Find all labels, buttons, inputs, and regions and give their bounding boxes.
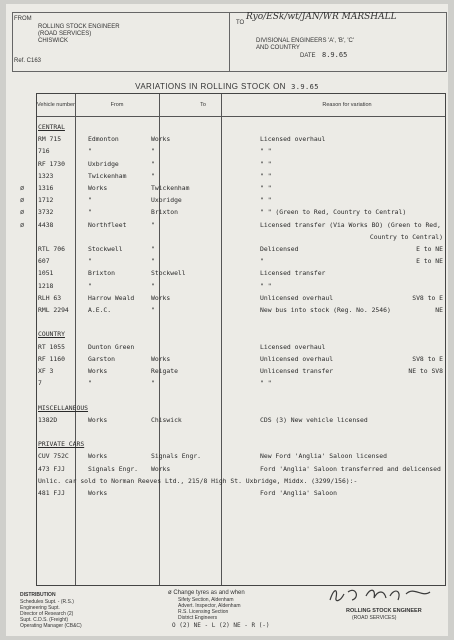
vehicle-number: CUV 752C bbox=[38, 452, 69, 461]
from-cell: Works bbox=[88, 367, 108, 375]
tyre-change-mark: ø bbox=[20, 184, 25, 192]
from-cell: " bbox=[88, 281, 92, 290]
vehicle-number: RM 715 bbox=[38, 135, 62, 144]
to-cell: " bbox=[151, 220, 155, 229]
col-header-to: To bbox=[200, 102, 206, 108]
document-page bbox=[6, 4, 448, 636]
distribution-line-4: Supt. C.D.S. (Freight) bbox=[20, 617, 69, 623]
reason-cell: Unlicensed overhaul bbox=[260, 354, 334, 363]
reason-cell: " " bbox=[260, 281, 272, 290]
table-row bbox=[36, 145, 446, 157]
from-cell: " bbox=[88, 379, 92, 388]
route-change: E to NE bbox=[416, 245, 443, 253]
reason-cell: Ford 'Anglia' Saloon transferred and delicensed bbox=[260, 464, 441, 473]
from-cell: " bbox=[88, 257, 92, 266]
from-box bbox=[12, 12, 230, 72]
table-row bbox=[36, 280, 446, 292]
section-heading: CENTRAL bbox=[38, 123, 65, 131]
table-row bbox=[36, 365, 446, 377]
to-line-2: AND COUNTRY bbox=[256, 45, 300, 51]
reason-cell: CDS (3) New vehicle licensed bbox=[260, 415, 368, 424]
reason-cell: Delicensed bbox=[260, 245, 299, 253]
to-cell: " bbox=[151, 171, 155, 180]
from-cell: Works bbox=[88, 452, 108, 461]
route-change: NE bbox=[435, 306, 443, 314]
distribution-line-1: Schedules Supt. - (R.S.) bbox=[20, 599, 74, 605]
reason-cell: " " bbox=[260, 147, 272, 156]
table-row bbox=[36, 292, 446, 304]
vehicle-number: 1382D bbox=[38, 415, 58, 424]
ref-label: Ref. C163 bbox=[14, 58, 42, 64]
table-row bbox=[36, 475, 446, 487]
table-row bbox=[36, 463, 446, 475]
from-cell: Works bbox=[88, 415, 108, 424]
vehicle-number: 1323 bbox=[38, 171, 54, 180]
from-cell: Edmonton bbox=[88, 135, 119, 144]
reason-cell: Licensed overhaul bbox=[260, 135, 326, 144]
from-cell: " bbox=[88, 147, 92, 156]
table-row bbox=[36, 170, 446, 182]
to-cell: " bbox=[151, 147, 155, 156]
from-cell: Twickenham bbox=[88, 171, 127, 180]
table-row bbox=[36, 487, 446, 499]
from-cell: Dunton Green bbox=[88, 342, 135, 351]
from-cell: Harrow Weald bbox=[88, 293, 135, 302]
reason-cell: Licensed transfer bbox=[260, 269, 326, 278]
date-label: DATE bbox=[300, 53, 316, 59]
reason-cell: " " bbox=[260, 379, 272, 388]
distribution-line-3: Director of Research (2) bbox=[20, 611, 74, 617]
to-cell: Works bbox=[151, 354, 171, 363]
date-value: 8.9.65 bbox=[322, 51, 348, 59]
tyre-change-mark: ø bbox=[20, 208, 25, 217]
vehicle-number: RF 1160 bbox=[38, 354, 65, 363]
vehicle-number: 1051 bbox=[38, 269, 54, 278]
page-title: VARIATIONS IN ROLLING STOCK ON 3.9.65 bbox=[135, 82, 319, 91]
to-cell: " bbox=[151, 379, 155, 388]
section-heading: MISCELLANEOUS bbox=[38, 403, 89, 412]
table-row bbox=[36, 341, 446, 353]
vehicle-number: 4438 bbox=[38, 220, 54, 229]
reason-cell: " " bbox=[260, 196, 272, 205]
from-line-3: CHISWICK bbox=[38, 38, 68, 44]
to-cell: Signals Engr. bbox=[151, 452, 202, 461]
table-row bbox=[36, 231, 446, 243]
table-row bbox=[36, 182, 446, 194]
route-change: Country to Central) bbox=[369, 232, 443, 241]
to-cell: Works bbox=[151, 135, 171, 144]
reason-cell: " bbox=[260, 257, 264, 266]
to-cell: Works bbox=[151, 293, 171, 302]
table-row bbox=[36, 133, 446, 145]
vehicle-number: 473 FJJ bbox=[38, 464, 65, 473]
reason-cell: " " (Green to Red, Country to Central) bbox=[260, 208, 407, 217]
vehicle-number: 3732 bbox=[38, 208, 54, 217]
from-line-1: ROLLING STOCK ENGINEER bbox=[38, 24, 120, 30]
col-header-reason: Reason for variation bbox=[322, 102, 372, 108]
to-cell: Reigate bbox=[151, 367, 178, 375]
col-header-from: From bbox=[110, 102, 124, 108]
distribution-label: DISTRIBUTION bbox=[20, 592, 56, 598]
table-row bbox=[36, 353, 446, 365]
reason-cell: New Ford 'Anglia' Saloon licensed bbox=[260, 452, 387, 461]
table-row bbox=[36, 206, 446, 218]
handwritten-note: Ryo/ESk/wt/JAN/WR MARSHALL bbox=[246, 12, 397, 22]
tyre-change-mark: ø bbox=[20, 220, 25, 229]
row-note: Unlic. car sold to Norman Reeves Ltd., 215/8 High St. Uxbridge, Middx. (3299/156):- bbox=[38, 476, 358, 485]
signatory-title-1: ROLLING STOCK ENGINEER bbox=[346, 608, 422, 614]
signatory-title-2: (ROAD SERVICES) bbox=[352, 615, 397, 621]
from-cell: Stockwell bbox=[88, 245, 123, 253]
distribution-line-2: Engineering Supt. bbox=[20, 605, 60, 611]
note-line-2: Advert. Inspector, Aldenham bbox=[178, 603, 241, 609]
reason-cell: Ford 'Anglia' Saloon bbox=[260, 489, 337, 497]
from-cell: Works bbox=[88, 184, 108, 192]
from-cell: Uxbridge bbox=[88, 159, 119, 168]
from-cell: " bbox=[88, 196, 92, 205]
from-cell: Brixton bbox=[88, 269, 115, 278]
to-cell: Twickenham bbox=[151, 184, 190, 192]
vehicle-number: 607 bbox=[38, 257, 50, 266]
reason-cell: Licensed transfer (Via Works BO) (Green to Red, bbox=[260, 220, 441, 229]
code-line: O (2) NE - L (2) NE - R (-) bbox=[172, 622, 270, 629]
table-row bbox=[36, 219, 446, 231]
reason-cell: " " bbox=[260, 159, 272, 168]
note-line-4: District Engineers bbox=[178, 615, 218, 621]
vehicle-number: 1316 bbox=[38, 184, 54, 192]
vehicle-number: RF 1730 bbox=[38, 159, 65, 168]
signature bbox=[326, 584, 436, 610]
to-cell: " bbox=[151, 257, 155, 266]
from-cell: Garston bbox=[88, 354, 115, 363]
to-cell: Works bbox=[151, 464, 171, 473]
vehicle-number: 481 FJJ bbox=[38, 489, 65, 497]
vehicle-number: 7 bbox=[38, 379, 42, 388]
from-line-2: (ROAD SERVICES) bbox=[38, 31, 92, 37]
vehicle-number: 1712 bbox=[38, 196, 54, 205]
note-line-1: Sifety Section, Aldenham bbox=[178, 597, 234, 603]
signature-icon bbox=[326, 584, 436, 606]
table-row bbox=[36, 304, 446, 316]
reason-cell: Unlicensed overhaul bbox=[260, 293, 334, 302]
table-row bbox=[36, 255, 446, 267]
route-change: E to NE bbox=[416, 257, 443, 266]
reason-cell: Licensed overhaul bbox=[260, 342, 326, 351]
from-cell: Works bbox=[88, 489, 108, 497]
reason-cell: New bus into stock (Reg. No. 2546) bbox=[260, 306, 391, 314]
vehicle-number: RLH 63 bbox=[38, 293, 62, 302]
to-cell: " bbox=[151, 281, 155, 290]
vehicle-number: XF 3 bbox=[38, 367, 54, 375]
section-heading: COUNTRY bbox=[38, 330, 65, 339]
reason-cell: " " bbox=[260, 184, 272, 192]
route-change: SV8 to E bbox=[412, 293, 443, 302]
to-cell: Uxbridge bbox=[151, 196, 182, 205]
reason-cell: " " bbox=[260, 171, 272, 180]
section-heading: PRIVATE CARS bbox=[38, 440, 85, 449]
table-row bbox=[36, 158, 446, 170]
table-row bbox=[36, 194, 446, 206]
reason-cell: Unlicensed transfer bbox=[260, 367, 334, 375]
to-cell: " bbox=[151, 245, 155, 253]
vehicle-number: RTL 706 bbox=[38, 245, 65, 253]
to-cell: Chiswick bbox=[151, 415, 182, 424]
col-header-vehicle: Vehicle number bbox=[37, 102, 75, 108]
from-label: FROM bbox=[14, 16, 32, 22]
distribution-line-5: Operating Manager (CB&C) bbox=[20, 623, 82, 629]
from-cell: A.E.C. bbox=[88, 306, 112, 314]
to-cell: " bbox=[151, 159, 155, 168]
to-cell: Brixton bbox=[151, 208, 178, 217]
change-note: ø Change tyres as and when bbox=[168, 590, 245, 596]
table-row bbox=[36, 243, 446, 255]
vehicle-number: RT 1055 bbox=[38, 342, 65, 351]
table-row bbox=[36, 377, 446, 389]
tyre-change-mark: ø bbox=[20, 196, 25, 205]
from-cell: " bbox=[88, 208, 92, 217]
table-row bbox=[36, 414, 446, 426]
table-row bbox=[36, 450, 446, 462]
vehicle-number: RML 2294 bbox=[38, 306, 69, 314]
note-line-3: R.S. Licensing Section bbox=[178, 609, 229, 615]
to-line-1: DIVISIONAL ENGINEERS 'A', 'B', 'C' bbox=[256, 38, 355, 44]
vehicle-number: 1218 bbox=[38, 281, 54, 290]
route-change: NE to SV8 bbox=[408, 367, 443, 375]
to-cell: Stockwell bbox=[151, 269, 186, 278]
route-change: SV8 to E bbox=[412, 354, 443, 363]
vehicle-number: 716 bbox=[38, 147, 50, 156]
from-cell: Northfleet bbox=[88, 220, 127, 229]
to-cell: " bbox=[151, 306, 155, 314]
from-cell: Signals Engr. bbox=[88, 464, 139, 473]
to-label: TO bbox=[236, 20, 245, 26]
table-row bbox=[36, 267, 446, 279]
